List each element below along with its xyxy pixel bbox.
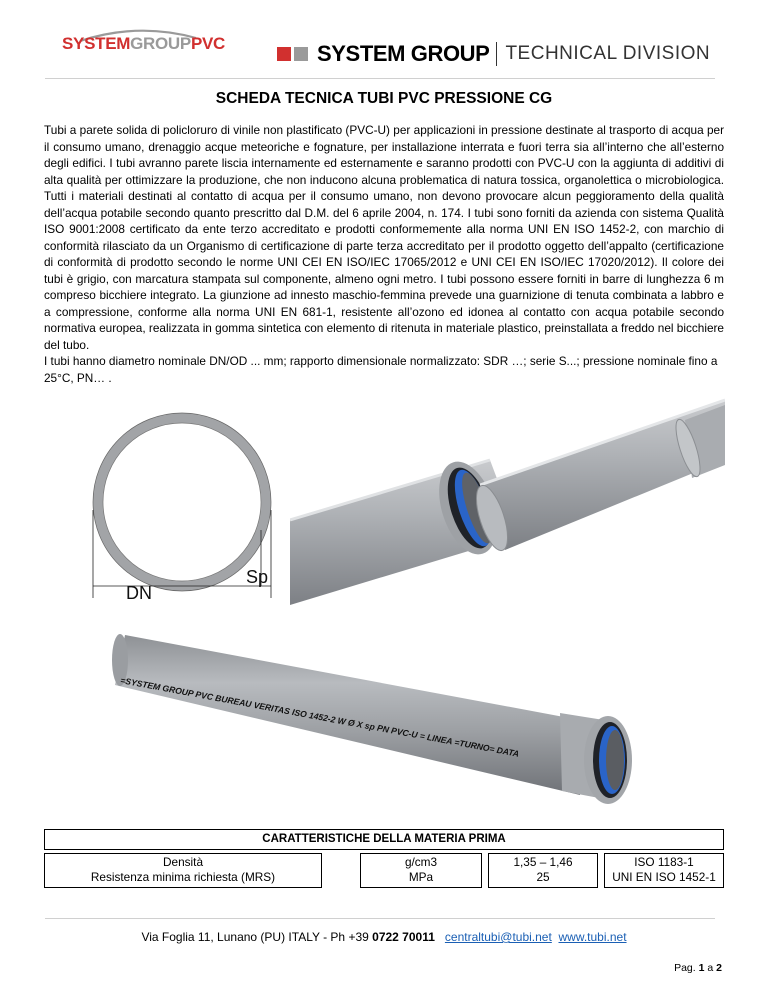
brand-square-gray-icon bbox=[294, 47, 308, 61]
footer-address: Via Foglia 11, Lunano (PU) ITALY - Ph +39 bbox=[141, 930, 373, 944]
footer-contact bbox=[0, 930, 768, 944]
description-text bbox=[44, 122, 724, 386]
brand-header bbox=[277, 40, 710, 68]
sp-label: Sp bbox=[246, 567, 269, 587]
header-divider bbox=[45, 78, 715, 79]
footer-phone: 0722 70011 bbox=[372, 930, 435, 944]
brand-name: SYSTEM GROUP bbox=[317, 41, 490, 66]
description-paragraph-specs: I tubi hanno diametro nominale DN/OD ... mm; rapporto dimensionale normalizzato: SDR …; serie S...; pressione nominale fino a 25°C, PN… . bbox=[44, 354, 718, 385]
footer-email-link[interactable]: centraltubi@tubi.net bbox=[444, 930, 552, 944]
footer-divider bbox=[45, 918, 715, 919]
page-number: Pag. 1 a 2 bbox=[674, 962, 722, 974]
company-logo: SYSTEMGROUPPVC bbox=[62, 34, 226, 53]
division-label: TECHNICAL DIVISION bbox=[505, 43, 711, 64]
page-title: SCHEDA TECNICA TUBI PVC PRESSIONE CG bbox=[215, 90, 553, 107]
table-cell-value: 1,35 – 1,46 25 bbox=[488, 853, 598, 888]
table-cell-unit: g/cm3 MPa bbox=[360, 853, 482, 888]
dn-label: DN bbox=[126, 583, 152, 603]
description-paragraph: Tubi a parete solida di policloruro di vinile non plastificato (PVC-U) per applicazioni in pressione destinate al trasporto di acqua per il consumo umano, drenaggio acque meteoriche e fognature, per installazione interrata e fuori terra sia all’interno che all’esterno degli edifici. I tubi avranno parete liscia internamente ed esternamente e saranno prodotti con PVC-U con la aggiunta di additivi di alta qualità per ottimizzare la produzione, che non inducono alcuna problematica di natura tossica, organolettica o microbiologica. Tutti i materiali destinati al contatto di acqua per il consumo umano, non devono provocare alcun peggioramento della qualità dell’acqua potabile secondo quanto prescritto dal D.M. del 6 aprile 2004, n. 174. I tubi sono forniti da azienda con sistema Qualità ISO 9001:2008 certificato da ente terzo accreditato e prodotti conformemente alla norma UNI EN ISO 1452-2, con marchio di conformità rilasciato da un Organismo di certificazione di parte terza accreditato per il prodotto oggetto dell’appalto (certificazione di conformità di prodotto secondo le norme UNI CEI EN ISO/IEC 17065/2012 e UNI CEI EN ISO/IEC 17020/2012). Il colore dei tubi è grigio, con marcatura stampata sul componente, almeno ogni metro. I tubi possono essere forniti in barre di lunghezza 6 m compreso bicchiere integrato. La giunzione ad innesto maschio-femmina prevede una guarnizione di tenuta combinata a labbro e a compressione, conforme alla norma UNI EN 681-1, resistente all’ozono ed idonea al contatto con acqua potabile secondo normativa europea, realizzata in gomma sintetica con elemento di ritenuta in materiale plastico, preinstallata a freddo nel bicchiere del tubo. bbox=[44, 123, 724, 352]
brand-separator bbox=[496, 42, 497, 66]
pipe-cross-section-figure bbox=[40, 410, 280, 610]
table-cell-property: Densità Resistenza minima richiesta (MRS) bbox=[44, 853, 322, 888]
brand-square-red-icon bbox=[277, 47, 291, 61]
pipe-joint-figure bbox=[290, 390, 725, 610]
table-header: CARATTERISTICHE DELLA MATERIA PRIMA bbox=[44, 829, 724, 850]
pipe-marking-text: =SYSTEM GROUP PVC BUREAU VERITAS ISO 1452-2 W Ø X sp PN PVC-U = LINEA =TURNO= DATA bbox=[119, 675, 520, 759]
pipe-marking-figure bbox=[110, 625, 650, 805]
table-cell-standard: ISO 1183-1 UNI EN ISO 1452-1 bbox=[604, 853, 724, 888]
footer-website-link[interactable]: www.tubi.net bbox=[558, 930, 627, 944]
material-properties-table bbox=[44, 853, 724, 887]
